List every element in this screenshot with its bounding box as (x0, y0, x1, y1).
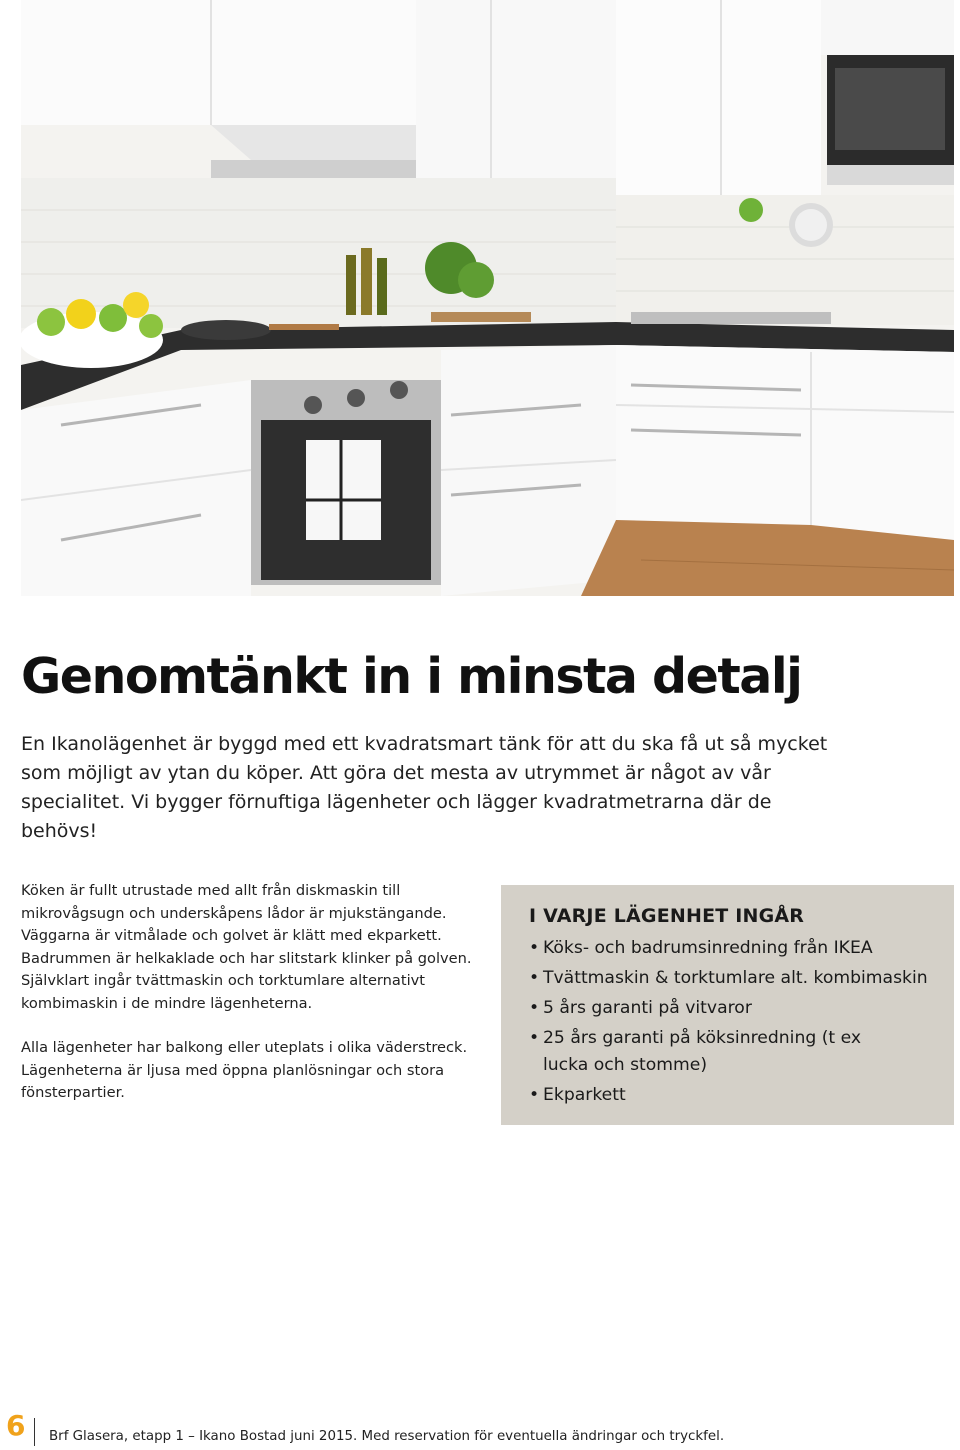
page-number: 6 (6, 1409, 26, 1442)
bullet-icon: • (529, 938, 540, 958)
list-item (529, 1025, 863, 1079)
list-item (529, 1082, 936, 1109)
factbox-title: I VARJE LÄGENHET INGÅR (529, 905, 805, 927)
list-item (529, 995, 936, 1022)
list-item (529, 935, 936, 962)
feature-text: 25 års garanti på köksinredning (t ex lucka och stomme) (543, 1028, 862, 1075)
body-column (21, 880, 481, 1105)
feature-text: Köks- och badrumsinredning från IKEA (543, 938, 873, 958)
footer-text: Brf Glasera, etapp 1 – Ikano Bostad juni 2015. Med reservation för eventuella ändringar och tryckfel. (49, 1429, 725, 1444)
feature-text: 5 års garanti på vitvaror (543, 998, 752, 1018)
bullet-icon: • (529, 1028, 540, 1048)
bullet-icon: • (529, 1085, 540, 1105)
body-paragraph-balcony: Alla lägenheter har balkong eller uteplats i olika väderstreck. Lägenheterna är ljusa med öppna planlösningar och stora fönsterpartier. (21, 1039, 468, 1101)
footer-divider (34, 1418, 35, 1446)
intro-paragraph: En Ikanolägenhet är byggd med ett kvadratsmart tänk för att du ska få ut så mycket som möjligt av ytan du köper. Att göra det mesta av utrymmet är något av vår specialitet. Vi bygger förnuftiga lägenheter och lägger kvadratmetrarna där de behövs! (21, 733, 828, 842)
bullet-icon: • (529, 968, 540, 988)
feature-text: Ekparkett (543, 1085, 626, 1105)
body-paragraph-kitchen: Köken är fullt utrustade med allt från diskmaskin till mikrovågsugn och underskåpens lådor är mjukstängande. Väggarna är vitmålade och golvet är klätt med ekparkett. Badrummen är helkaklade och har slitstark klinker på golven. Självklart ingår tvättmaskin och torktumlare alternativt kombimaskin i de mindre lägenheterna. (21, 882, 472, 1012)
list-item (529, 965, 936, 992)
bullet-icon: • (529, 998, 540, 1018)
features-list (529, 935, 936, 1109)
feature-text: Tvättmaskin & torktumlare alt. kombimaskin (543, 968, 928, 988)
page-title: Genomtänkt in i minsta detalj (21, 648, 802, 705)
kitchen-photo (21, 0, 954, 596)
included-features-box (501, 885, 954, 1125)
